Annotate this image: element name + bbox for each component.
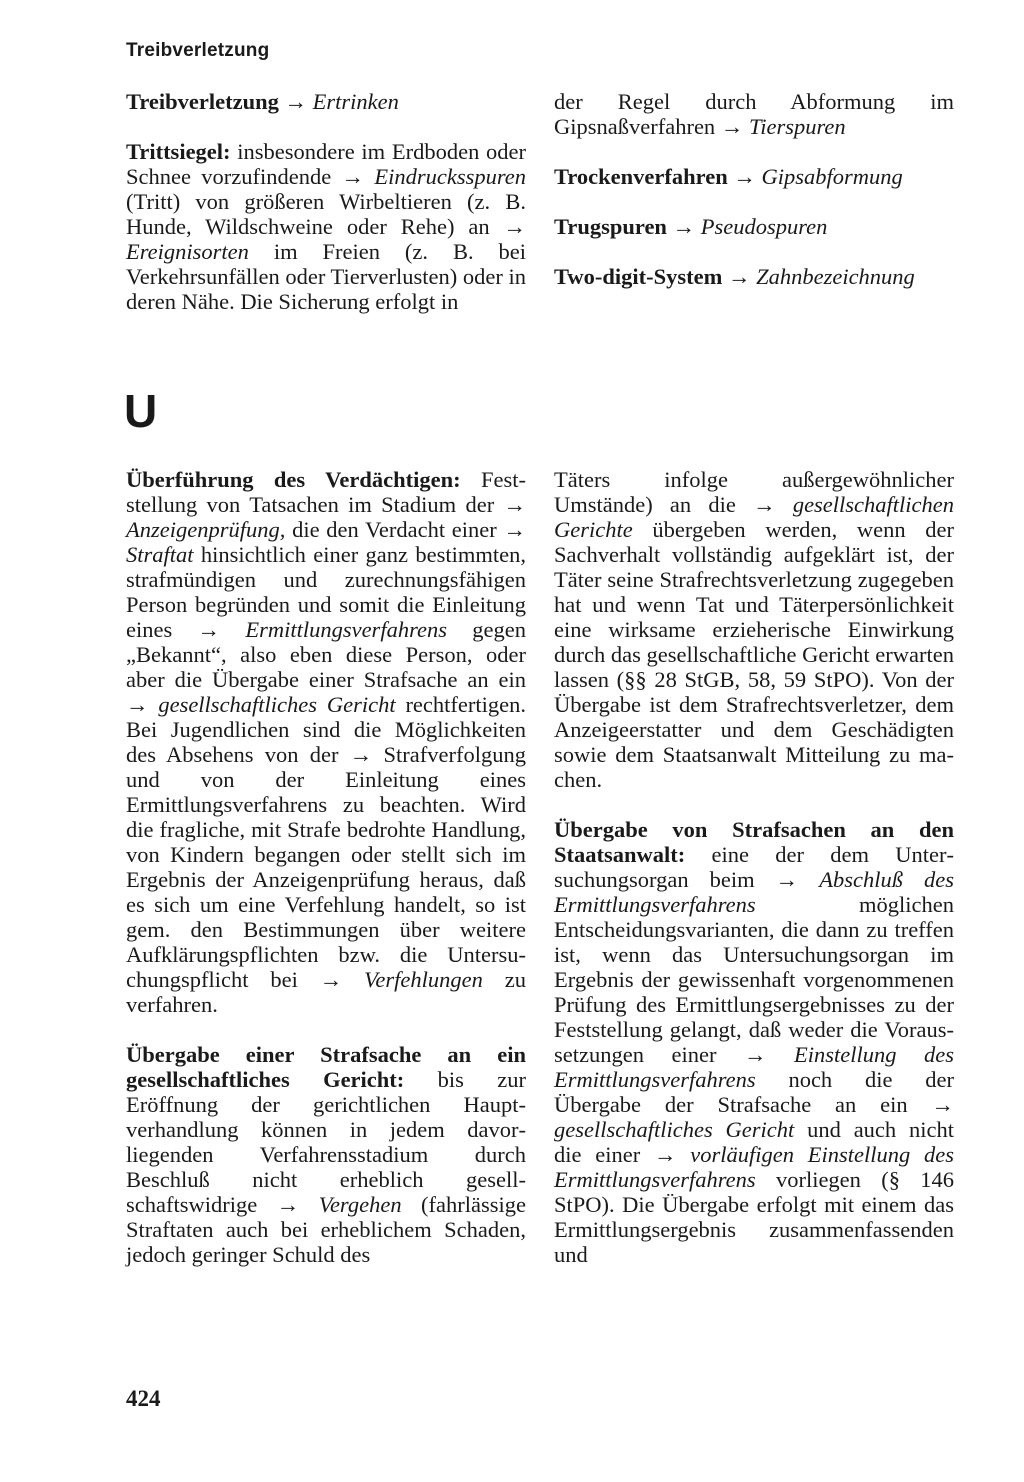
column-top-left: [126, 89, 526, 314]
entry-continuation: [554, 467, 954, 792]
arrow-icon: →: [284, 89, 308, 114]
entry-text: Feststellung von Tatsachen im Stadium der: [126, 467, 526, 517]
arrow-icon: →: [720, 114, 744, 139]
entry-text: der Regel durch Abformung im Gipsnaßverfahren: [554, 89, 954, 139]
arrow-icon: →: [753, 492, 776, 517]
arrow-icon: →: [727, 264, 751, 289]
cross-reference: gesellschaftliches Gericht: [158, 692, 396, 717]
entry-text: im Freien (z. B. bei Verkehrsunfällen oder Tierverlusten) oder in deren Nähe. Die Sicherung erfolgt in: [126, 239, 526, 314]
cross-reference: Vergehen: [318, 1192, 402, 1217]
entry-text: (Tritt) von größeren Wirbeltieren (z. B. Hunde, Wildschweine oder Rehe) an: [126, 189, 526, 239]
entry-text: Täters infolge außergewöhnlicher Umstände) an die: [554, 467, 954, 517]
entry-trittsiegel: [126, 139, 526, 314]
entry-headword: Trittsiegel:: [126, 139, 231, 164]
arrow-icon: →: [197, 617, 221, 642]
entry-headword: Two-digit-System: [554, 264, 723, 289]
arrow-icon: →: [126, 692, 149, 717]
page-number: 424: [126, 1386, 161, 1411]
cross-reference: Zahnbezeichnung: [756, 264, 915, 289]
arrow-icon: →: [931, 1092, 954, 1117]
entry-text: vorliegen (§ 146 StPO). Die Übergabe erfolgt mit einem das Ermittlungsergebnis zusammenfassenden und: [554, 1167, 954, 1267]
entry-trockenverfahren: [554, 164, 954, 189]
entry-text: hinsichtlich einer ganz bestimmten, strafmündigen und zurechnungsfähigen Person begründen und somit die Einleitung eines: [126, 542, 526, 642]
arrow-icon: →: [341, 164, 365, 189]
entry-text: eine der dem Untersuchungsorgan beim: [554, 842, 954, 892]
cross-reference: Anzeigenprüfung,: [126, 517, 286, 542]
entry-headword: Übergabe einer Strafsache an ein gesellschaftliches Gericht:: [126, 1042, 526, 1092]
entry-text: gegen „Bekannt“, also eben diese Person, oder aber die Übergabe einer Strafsache an ein: [126, 617, 526, 692]
arrow-icon: →: [503, 492, 526, 517]
arrow-icon: →: [743, 1042, 767, 1067]
entry-text: (fahrlässige Straftaten auch bei erheblichem Schaden, jedoch geringer Schuld des: [126, 1192, 527, 1267]
arrow-icon: →: [276, 1192, 300, 1217]
arrow-icon: →: [672, 214, 696, 239]
entry-text: und auch nicht die einer: [554, 1117, 954, 1167]
arrow-icon: →: [733, 164, 756, 189]
arrow-icon: →: [349, 742, 373, 767]
cross-reference: Strafverfolgung: [383, 742, 526, 767]
entry-continuation: [554, 89, 954, 139]
entry-uebergabe-staatsanwalt: [554, 817, 954, 1267]
entry-text: zu verfahren.: [126, 967, 526, 1017]
column-bottom-right: [554, 467, 954, 1267]
entry-text: und von der Einleitung eines Ermittlungsverfahrens zu beachten. Wird die fragliche, mit Strafe bedrohte Handlung, von Kindern begangen oder stellt sich im Ergebnis der Anzeigenprüfung heraus, daß es sich um eine Verfehlung handelt, so ist gem. den Bestimmungen über weitere Aufklärungspflichten bzw. die Untersuchungspflicht bei: [126, 767, 526, 992]
entry-headword: Übergabe von Strafsachen an den Staatsanwalt:: [554, 817, 954, 867]
entry-text: rechtfertigen. Bei Jugendlichen sind die Möglichkeiten des Absehens von der: [126, 692, 526, 767]
cross-reference: vorläufigen Einstellung des Ermittlungsverfahrens: [554, 1142, 954, 1192]
cross-reference: Tierspuren: [748, 114, 846, 139]
column-bottom-left: [126, 467, 526, 1267]
entry-text: möglichen Entscheidungsvarianten, die dann zu treffen ist, wenn das Untersuchungsorgan im Ergebnis der gewissenhaft vorgenommenen Prüfung des Ermittlungsergebnisses zu der Feststellung gelangt, daß weder die Voraussetzungen einer: [554, 892, 954, 1067]
column-top-right: [554, 89, 954, 289]
section-letter: U: [124, 385, 158, 437]
arrow-icon: →: [503, 214, 526, 239]
entry-ueberfuehrung: [126, 467, 526, 1017]
entry-trugspuren: [554, 214, 954, 239]
arrow-icon: →: [503, 517, 526, 542]
cross-reference: Abschluß des Ermittlungsverfahrens: [554, 867, 955, 917]
entry-text: die den Verdacht einer: [285, 517, 504, 542]
entry-headword: Trockenverfahren: [554, 164, 728, 189]
cross-reference: Straftat: [126, 542, 194, 567]
entry-headword: Überführung des Verdächtigen:: [126, 467, 461, 492]
cross-reference: gesellschaftlichen Gerichte: [554, 492, 955, 542]
entry-two-digit-system: [554, 264, 954, 289]
entry-uebergabe-gericht: [126, 1042, 526, 1267]
running-head: Treibverletzung: [126, 40, 270, 61]
entry-text: bis zur Eröffnung der gerichtlichen Hauptverhandlung können in jedem davorliegenden Verfahrensstadium durch Beschluß nicht erheblich gesellschaftswidrige: [126, 1067, 526, 1217]
entry-text: insbesondere im Erdboden oder Schnee vorzufindende: [126, 139, 526, 189]
entry-headword: Treibverletzung: [126, 89, 279, 114]
entry-treibverletzung: [126, 89, 526, 114]
cross-reference: Gipsabformung: [761, 164, 903, 189]
cross-reference: gesellschaftliches Gericht: [554, 1117, 795, 1142]
cross-reference: Ertrinken: [312, 89, 399, 114]
cross-reference: Pseudospuren: [700, 214, 828, 239]
arrow-icon: →: [319, 967, 343, 992]
cross-reference: Einstellung des Ermittlungsverfahrens: [554, 1042, 955, 1092]
cross-reference: Ermittlungsverfahrens: [245, 617, 447, 642]
cross-reference: Eindrucksspuren: [374, 164, 527, 189]
cross-reference: Verfehlungen: [364, 967, 483, 992]
arrow-icon: →: [653, 1142, 677, 1167]
cross-reference: Ereignisorten: [126, 239, 249, 264]
entry-text: noch die der Übergabe der Strafsache an ein: [554, 1067, 954, 1117]
arrow-icon: →: [775, 867, 799, 892]
entry-headword: Trugspuren: [554, 214, 667, 239]
entry-text: übergeben werden, wenn der Sachverhalt vollständig aufgeklärt ist, der Täter seine Strafrechtsverletzung zugegeben hat und wenn Tat und Täterpersönlichkeit eine wirksame erzieherische Einwirkung durch das gesellschaftliche Gericht erwarten lassen (§§ 28 StGB, 58, 59 StPO). Von der Übergabe ist dem Strafrechtsverletzer, dem Anzeigeerstatter und dem Geschädigten sowie dem Staatsanwalt Mitteilung zu machen.: [554, 517, 954, 792]
